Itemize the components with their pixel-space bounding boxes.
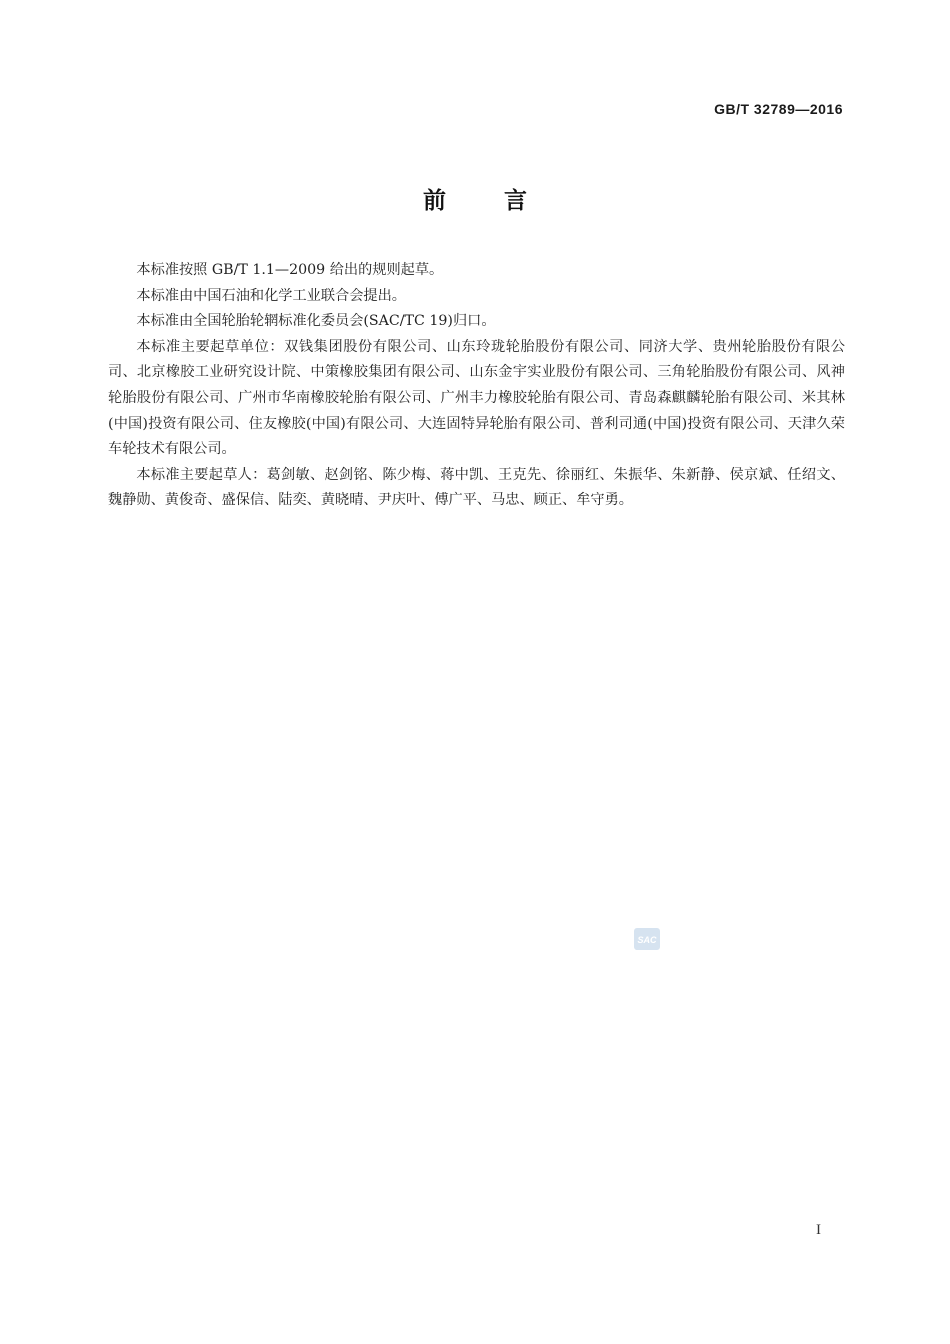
paragraph-administrator: 本标准由全国轮胎轮辋标准化委员会(SAC/TC 19)归口。 (136, 313, 496, 330)
page-title: 前言 (423, 188, 585, 214)
standard-number: GB/T 32789—2016 (714, 101, 843, 117)
paragraph-drafters: 本标准主要起草人：葛剑敏、赵剑铭、陈少梅、蒋中凯、王克先、徐丽红、朱振华、朱新静、侯京斌、任绍文、魏静勋、黄俊奇、盛保信、陆奕、黄晓晴、尹庆叶、傅广平、马忠、顾正、牟守勇。 (108, 466, 845, 509)
svg-text:SAC: SAC (637, 935, 657, 945)
sac-watermark-logo (634, 928, 660, 950)
page-number: I (816, 1222, 821, 1238)
foreword-body (108, 258, 845, 514)
paragraph-proposer: 本标准由中国石油和化学工业联合会提出。 (136, 287, 406, 304)
paragraph-drafting-units: 本标准主要起草单位：双钱集团股份有限公司、山东玲珑轮胎股份有限公司、同济大学、贵州轮胎股份有限公司、北京橡胶工业研究设计院、中策橡胶集团有限公司、山东金宇实业股份有限公司、三角轮胎股份有限公司、风神轮胎股份有限公司、广州市华南橡胶轮胎有限公司、广州丰力橡胶轮胎有限公司、青岛森麒麟轮胎有限公司、米其林(中国)投资有限公司、住友橡胶(中国)有限公司、大连固特异轮胎有限公司、普利司通(中国)投资有限公司、天津久荣车轮技术有限公司。 (108, 338, 845, 458)
paragraph-drafting-rules: 本标准按照 GB/T 1.1—2009 给出的规则起草。 (136, 262, 444, 278)
